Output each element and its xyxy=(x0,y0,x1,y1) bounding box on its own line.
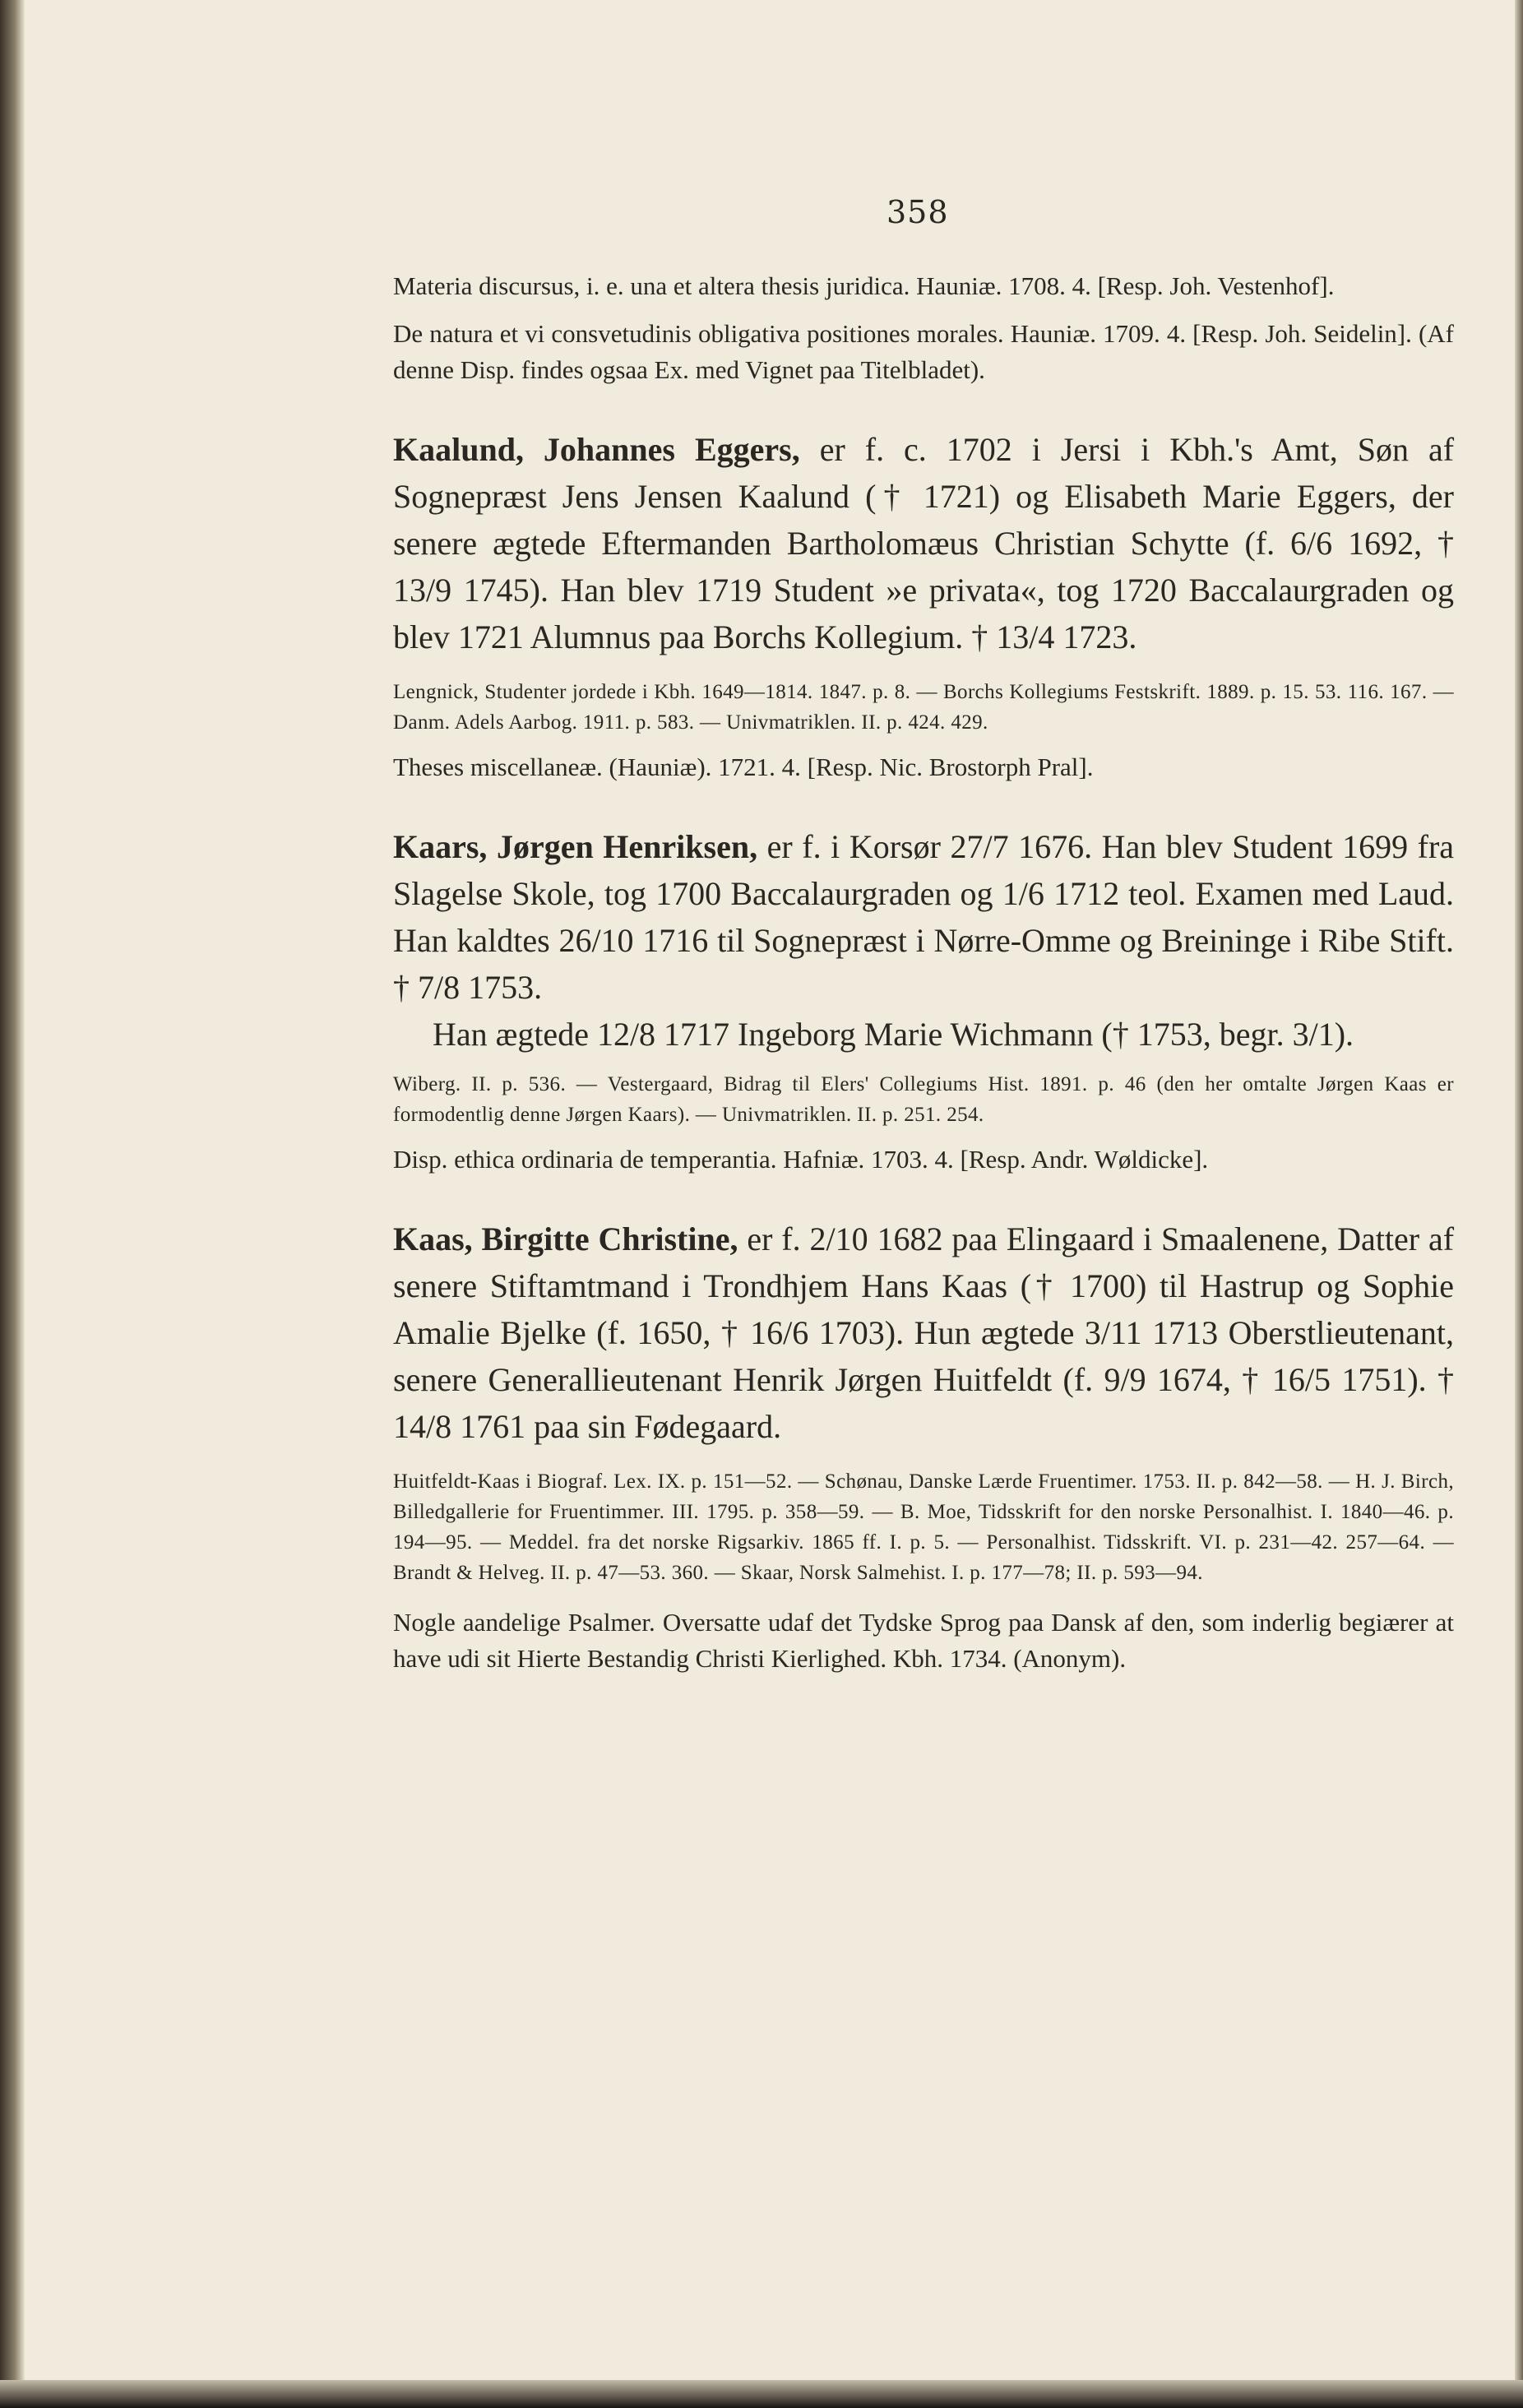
page-right-edge xyxy=(1515,0,1523,2408)
work-title: Materia discursus, i. e. una et altera thesis juridica. Hauniæ. 1708. 4. [Resp. Joh. Vestenhof]. xyxy=(393,271,1335,300)
page-content xyxy=(393,188,1454,1677)
entry-marriage: Han ægtede 12/8 1717 Ingeborg Marie Wichmann († 1753, begr. 3/1). xyxy=(433,1016,1354,1053)
work-title: Theses miscellaneæ. (Hauniæ). 1721. 4. [Resp. Nic. Brostorph Pral]. xyxy=(393,752,1094,781)
entry-name: Kaars, Jørgen Henriksen, xyxy=(393,828,758,865)
entry-bio: er f. 2/10 1682 paa Elingaard i Smaalenene, Datter af senere Stiftamtmand i Trondhjem Hans Kaas († 1700) til Hastrup og Sophie Amalie Bjelke (f. 1650, † 16/6 1703). Hun ægtede 3/11 1713 Oberstlieutenant, senere Generallieutenant Henrik Jørgen Huitfeldt (f. 9/9 1674, † 16/5 1751). † 14/8 1761 paa sin Fødegaard. xyxy=(393,1220,1455,1445)
work-title: De natura et vi consvetudinis obligativa positiones morales. Hauniæ. 1709. 4. [Resp. Joh. Seidelin]. (Af denne Disp. findes ogsaa Ex. med Vignet paa Titelbladet). xyxy=(393,319,1454,384)
page-bottom-edge xyxy=(0,2380,1523,2408)
entry-kaalund xyxy=(393,426,1454,660)
entry-references: Lengnick, Studenter jordede i Kbh. 1649—1814. 1847. p. 8. — Borchs Kollegiums Festskrift. 1889. p. 15. 53. 116. 167. — Danm. Adels Aarbog. 1911. p. 583. — Univmatriklen. II. p. 424. 429. xyxy=(393,681,1454,734)
entry-name: Kaalund, Johannes Eggers, xyxy=(393,431,800,468)
book-binding-edge xyxy=(0,0,25,2408)
entry-name: Kaas, Birgitte Christine, xyxy=(393,1220,738,1257)
work-title: Nogle aandelige Psalmer. Oversatte udaf det Tydske Sprog paa Dansk af den, som inderlig begiærer at have udi sit Hierte Bestandig Christi Kierlighed. Kbh. 1734. (Anonym). xyxy=(393,1608,1454,1673)
work-title: Disp. ethica ordinaria de temperantia. Hafniæ. 1703. 4. [Resp. Andr. Wøldicke]. xyxy=(393,1145,1209,1174)
entry-bio: er f. i Korsør 27/7 1676. Han blev Student 1699 fra Slagelse Skole, tog 1700 Baccalaurgraden og 1/6 1712 teol. Examen med Laud. Han kaldtes 26/10 1716 til Sognepræst i Nørre-Omme og Breininge i Ribe Stift. † 7/8 1753. xyxy=(393,828,1455,1006)
entry-references: Huitfeldt-Kaas i Biograf. Lex. IX. p. 151—52. — Schønau, Danske Lærde Fruentimer. 1753. II. p. 842—58. — H. J. Birch, Billedgallerie for Fruentimmer. III. 1795. p. 358—59. — B. Moe, Tidsskrift for den norske Personalhist. I. 1840—46. p. 194—95. — Meddel. fra det norske Rigsarkiv. 1865 ff. I. p. 5. — Personalhist. Tidsskrift. VI. p. 231—42. 257—64. — Brandt & Helveg. II. p. 47—53. 360. — Skaar, Norsk Salmehist. I. p. 177—78; II. p. 593—94. xyxy=(393,1470,1454,1584)
entry-bio: er f. c. 1702 i Jersi i Kbh.'s Amt, Søn af Sognepræst Jens Jensen Kaalund († 1721) og Elisabeth Marie Eggers, der senere ægtede Eftermanden Bartholomæus Christian Schytte (f. 6/6 1692, † 13/9 1745). Han blev 1719 Student »e privata«, tog 1720 Baccalaurgraden og blev 1721 Alumnus paa Borchs Kollegium. † 13/4 1723. xyxy=(393,431,1455,655)
entry-references: Wiberg. II. p. 536. — Vestergaard, Bidrag til Elers' Collegiums Hist. 1891. p. 46 (den her omtalte Jørgen Kaas er formodentlig denne Jørgen Kaars). — Univmatriklen. II. p. 251. 254. xyxy=(393,1073,1454,1126)
entry-kaas xyxy=(393,1216,1454,1450)
page-number: 358 xyxy=(886,194,949,230)
entry-kaars xyxy=(393,823,1454,1011)
